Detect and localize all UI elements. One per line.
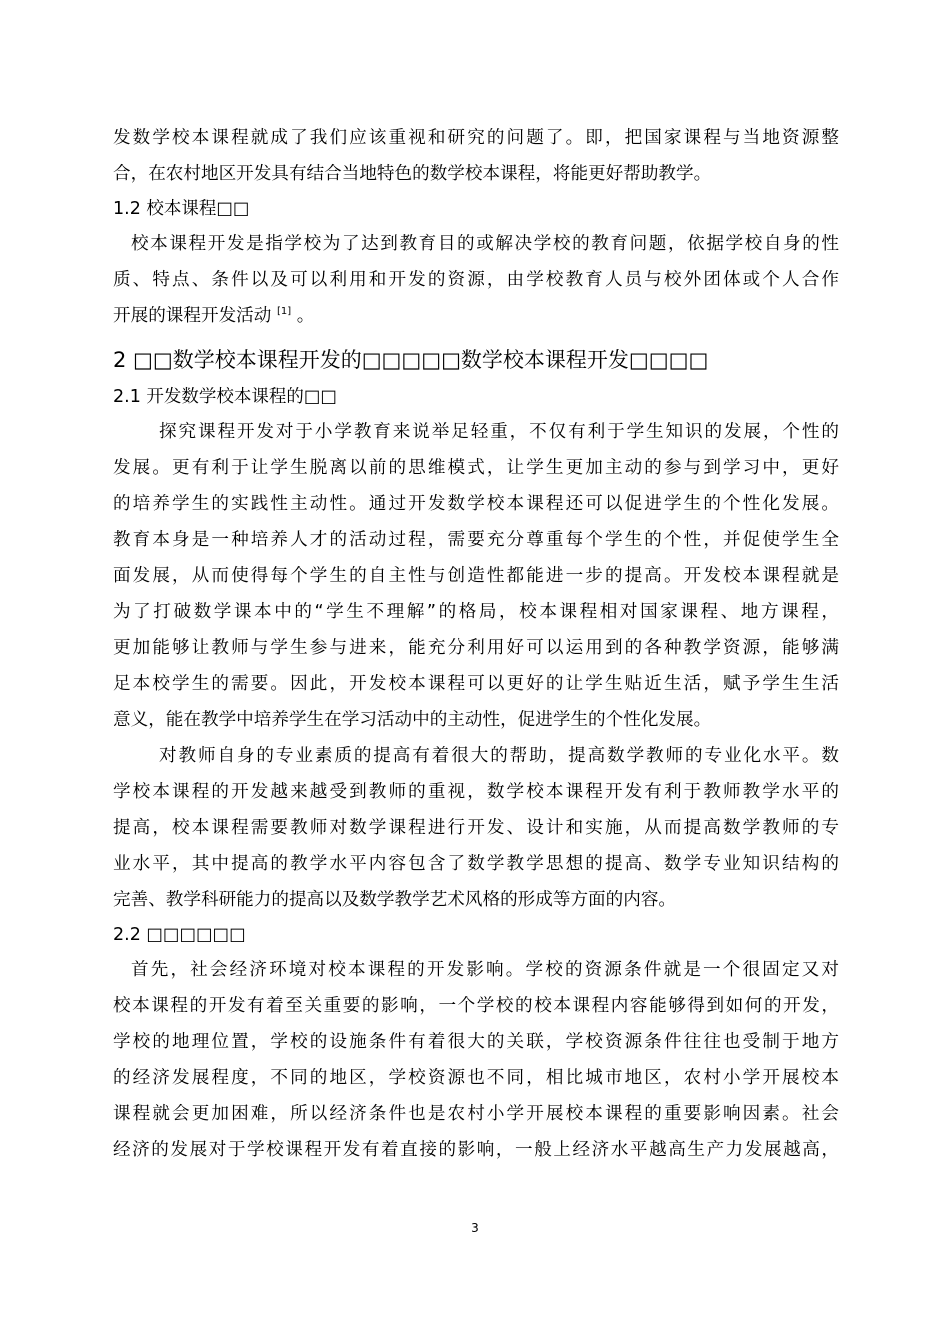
body-text-line: 课程就会更加困难，所以经济条件也是农村小学开展校本课程的重要影响因素。社会 (113, 1104, 839, 1124)
body-text-line: 为了打破数学课本中的“学生不理解”的格局，校本课程相对国家课程、地方课程， (113, 602, 839, 622)
body-text-line: 探究课程开发对于小学教育来说举足轻重，不仅有利于学生知识的发展，个性的 (159, 422, 839, 442)
body-text-segment: 开展的课程开发活动 (113, 306, 272, 326)
page-number: 3 (471, 1221, 479, 1235)
body-text-line: 提高，校本课程需要教师对数学课程进行开发、设计和实施，从而提高数学教师的专 (113, 818, 839, 838)
body-text-line: 对教师自身的专业素质的提高有着很大的帮助，提高数学教师的专业化水平。数 (159, 746, 839, 766)
citation-marker: [1] (276, 306, 292, 317)
body-text-line: 的培养学生的实践性主动性。通过开发数学校本课程还可以促进学生的个性化发展。 (113, 494, 839, 514)
body-text-line: 更加能够让教师与学生参与进来，能充分利用好可以运用到的各种教学资源，能够满 (113, 638, 839, 658)
body-text-segment: 。 (296, 306, 315, 326)
body-text-line: 经济的发展对于学校课程开发有着直接的影响，一般上经济水平越高生产力发展越高， (113, 1140, 839, 1160)
body-text-line: 完善、教学科研能力的提高以及数学教学艺术风格的形成等方面的内容。 (113, 890, 677, 910)
body-text-line: 校本课程的开发有着至关重要的影响，一个学校的校本课程内容能够得到如何的开发， (113, 996, 839, 1016)
body-text-line: 首先，社会经济环境对校本课程的开发影响。学校的资源条件就是一个很固定又对 (131, 960, 839, 980)
document-page (113, 120, 839, 1168)
body-text-line: 合，在农村地区开发具有结合当地特色的数学校本课程，将能更好帮助教学。 (113, 164, 712, 184)
section-heading-1-2: 1.2 校本课程□□ (113, 199, 250, 219)
body-text-line: 发数学校本课程就成了我们应该重视和研究的问题了。即，把国家课程与当地资源整 (113, 128, 839, 148)
body-text-line: 意义，能在教学中培养学生在学习活动中的主动性，促进学生的个性化发展。 (113, 710, 712, 730)
body-text-line: 学校本课程的开发越来越受到教师的重视，数学校本课程开发有利于教师教学水平的 (113, 782, 839, 802)
section-heading-2-2: 2.2 □□□□□□ (113, 925, 246, 945)
body-text-line: 业水平，其中提高的教学水平内容包含了数学教学思想的提高、数学专业知识结构的 (113, 854, 839, 874)
body-text-line: 教育本身是一种培养人才的活动过程，需要充分尊重每个学生的个性，并促使学生全 (113, 530, 839, 550)
section-heading-2-1: 2.1 开发数学校本课程的□□ (113, 387, 337, 407)
body-text-line (113, 298, 839, 334)
body-text-line: 面发展，从而使得每个学生的自主性与创造性都能进一步的提高。开发校本课程就是 (113, 566, 839, 586)
body-text-line: 发展。更有利于让学生脱离以前的思维模式，让学生更加主动的参与到学习中，更好 (113, 458, 839, 478)
body-text-line: 质、特点、条件以及可以利用和开发的资源，由学校教育人员与校外团体或个人合作 (113, 270, 839, 290)
body-text-line: 足本校学生的需要。因此，开发校本课程可以更好的让学生贴近生活，赋予学生生活 (113, 674, 839, 694)
body-text-line: 学校的地理位置，学校的设施条件有着很大的关联，学校资源条件往往也受制于地方 (113, 1032, 839, 1052)
body-text-line: 的经济发展程度，不同的地区，学校资源也不同，相比城市地区，农村小学开展校本 (113, 1068, 839, 1088)
body-text-line: 校本课程开发是指学校为了达到教育目的或解决学校的教育问题，依据学校自身的性 (131, 234, 839, 254)
chapter-heading-2: 2 □□数学校本课程开发的□□□□□数学校本课程开发□□□□ (113, 348, 709, 372)
